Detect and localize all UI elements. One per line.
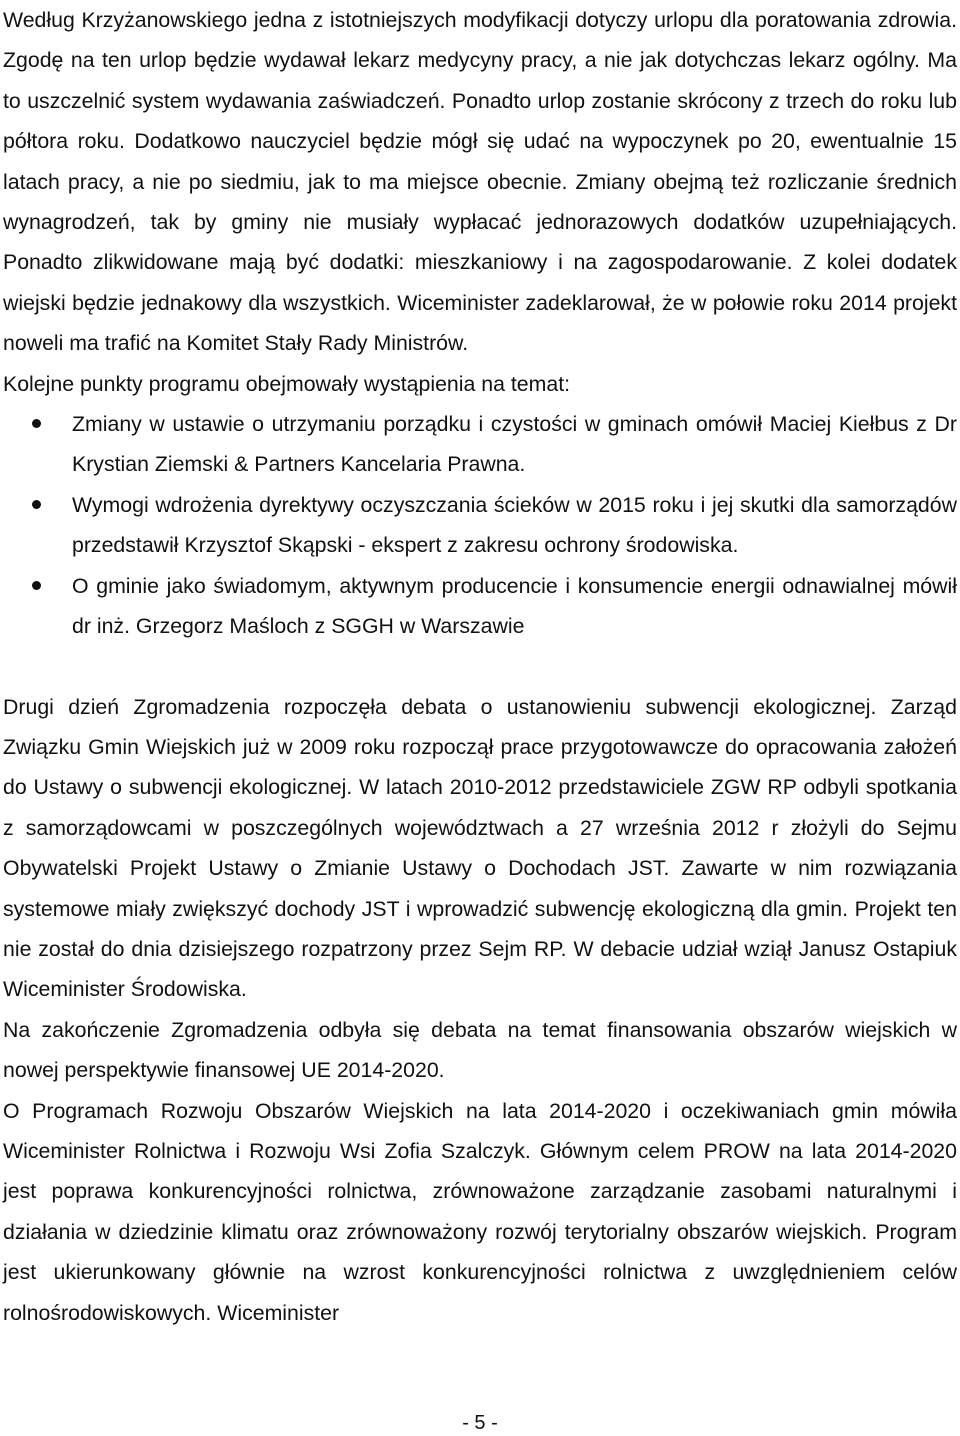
paragraph-ecological-subsidy: Drugi dzień Zgromadzenia rozpoczęła debata o ustanowieniu subwencji ekologicznej. Zarząd Związku Gmin Wiejskich już w 2009 roku rozpoczął prace przygotowawcze do opracowania założeń do Ustawy o subwencji ekologicznej. W latach 2010-2012 przedstawiciele ZGW RP odbyli spotkania z samorządowcami w poszczególnych województwach a 27 września 2012 r złożyli do Sejmu Obywatelski Projekt Ustawy o Zmianie Ustawy o Dochodach JST. Zawarte w nim rozwiązania systemowe miały zwiększyć dochody JST i wprowadzić subwencję ekologiczną dla gmin. Projekt ten nie został do dnia dzisiejszego rozpatrzony przez Sejm RP. W debacie udział wziął Janusz Ostapiuk Wiceminister Środowiska. bbox=[3, 694, 957, 1002]
paragraph-closing-debate: Na zakończenie Zgromadzenia odbyła się debata na temat finansowania obszarów wiejskich w nowej perspektywie finansowej UE 2014-2020. bbox=[3, 1017, 957, 1083]
list-item-text: O gminie jako świadomym, aktywnym producencie i konsumencie energii odnawialnej mówił dr inż. Grzegorz Maśloch z SGGH w Warszawie bbox=[72, 573, 957, 639]
bullet-icon bbox=[32, 419, 41, 428]
paragraph-program-intro: Kolejne punkty programu obejmowały wystąpienia na temat: bbox=[3, 371, 571, 396]
list-item-text: Zmiany w ustawie o utrzymaniu porządku i czystości w gminach omówił Maciej Kiełbus z Dr Krystian Ziemski & Partners Kancelaria Prawna. bbox=[72, 412, 957, 477]
section-spacer bbox=[0, 647, 960, 687]
paragraph-teacher-reform: Według Krzyżanowskiego jedna z istotniejszych modyfikacji dotyczy urlopu dla poratowania zdrowia. Zgodę na ten urlop będzie wydawał lekarz medycyny pracy, a nie jak dotychczas lekarz ogólny. Ma to uszczelnić system wydawania zaświadczeń. Ponadto urlop zostanie skrócony z trzech do roku lub półtora roku. Dodatkowo nauczyciel będzie mógł się udać na wypoczynek po 20, ewentualnie 15 latach pracy, a nie po siedmiu, jak to ma miejsce obecnie. Zmiany obejmą też rozliczanie średnich wynagrodzeń, tak by gminy nie musiały wypłacać jednorazowych dodatków uzupełniających. Ponadto zlikwidowane mają być dodatki: mieszkaniowy i na zagospodarowanie. Z kolei dodatek wiejski będzie jednakowy dla wszystkich. Wiceminister zadeklarował, że w połowie roku 2014 projekt noweli ma trafić na Komitet Stały Rady Ministrów. bbox=[3, 8, 957, 356]
paragraph-prow: O Programach Rozwoju Obszarów Wiejskich na lata 2014-2020 i oczekiwaniach gmin mówiła Wiceminister Rolnictwa i Rozwoju Wsi Zofia Szalczyk. Głównym celem PROW na lata 2014-2020 jest poprawa konkurencyjności rolnictwa, zrównoważone zarządzanie zasobami naturalnymi i działania w dziedzinie klimatu oraz zrównoważony rozwój terytorialny obszarów wiejskich. Program jest ukierunkowany głównie na wzrost konkurencyjności rolnictwa z uwzględnieniem celów rolnośrodowiskowych. Wiceminister bbox=[3, 1098, 957, 1325]
bullet-icon bbox=[32, 581, 41, 590]
list-item bbox=[0, 485, 960, 566]
page-number: - 5 - bbox=[462, 1412, 498, 1434]
bullet-icon bbox=[32, 500, 41, 509]
speakers-list bbox=[0, 404, 960, 646]
list-item bbox=[0, 566, 960, 647]
list-item bbox=[0, 404, 960, 485]
list-item-text: Wymogi wdrożenia dyrektywy oczyszczania ścieków w 2015 roku i jej skutki dla samorządów przedstawił Krzysztof Skąpski - ekspert z zakresu ochrony środowiska. bbox=[72, 492, 957, 558]
